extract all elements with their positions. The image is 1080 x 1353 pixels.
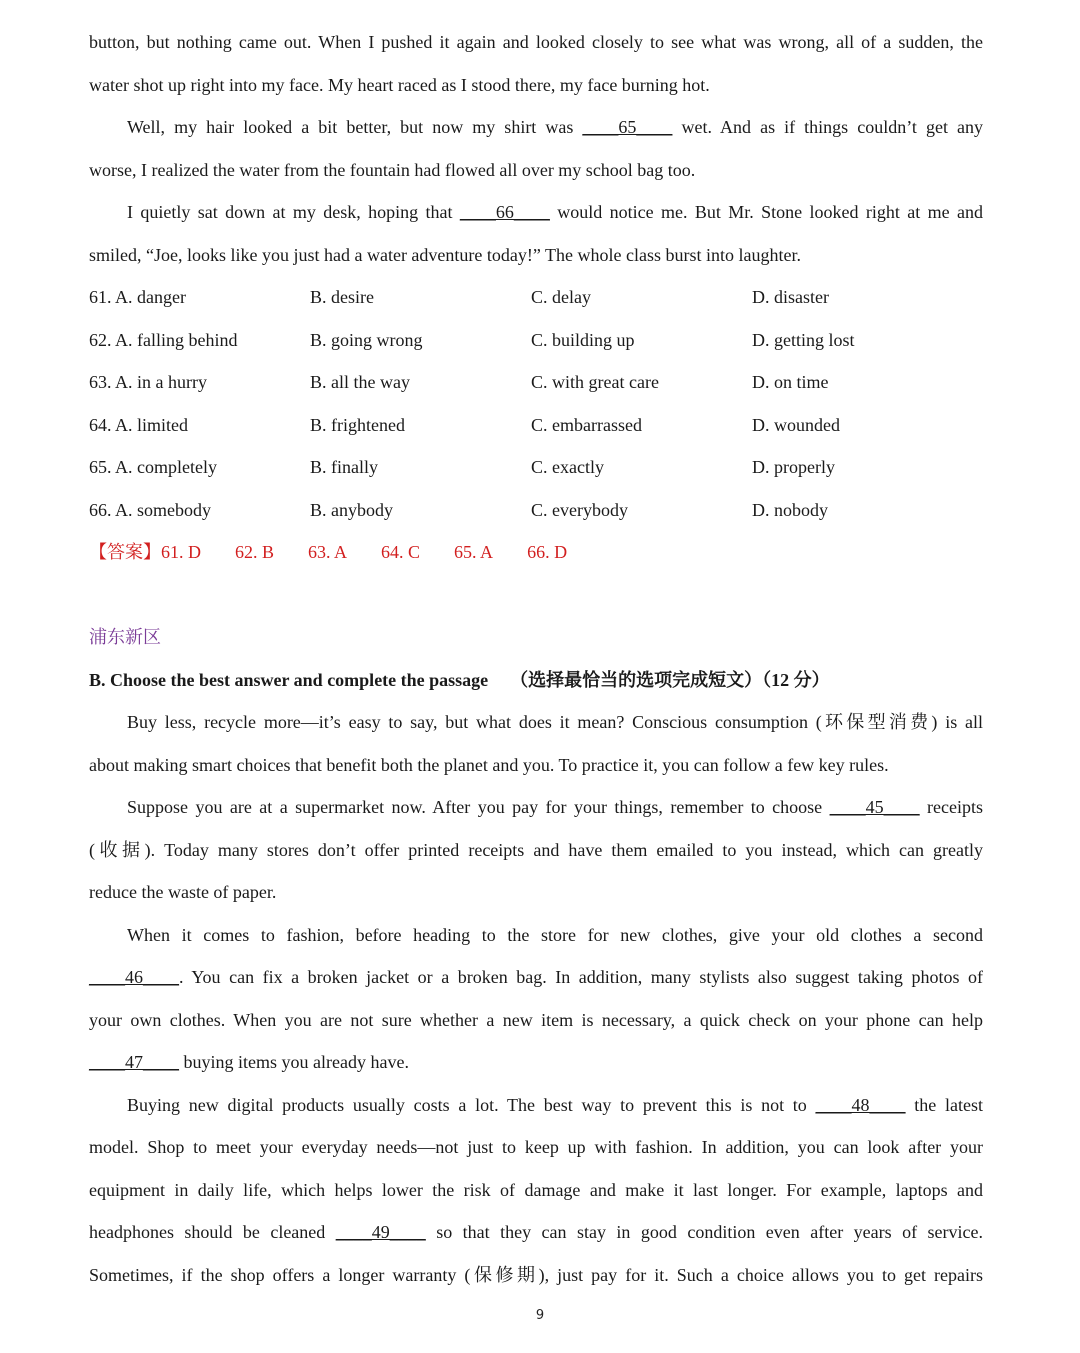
option: D. nobody bbox=[752, 499, 828, 520]
option: 65. A. completely bbox=[89, 457, 217, 477]
paragraph-48 bbox=[89, 1084, 983, 1127]
option: D. wounded bbox=[752, 414, 840, 435]
text-span: buying items you already have. bbox=[179, 1052, 409, 1072]
text-line: button, but nothing came out. When I pushed it again and looked closely to see what was wrong, all of a sudden, the bbox=[89, 32, 983, 52]
option: C. everybody bbox=[531, 499, 628, 520]
section-title-cn: （选择最恰当的选项完成短文）（12 分） bbox=[510, 669, 830, 690]
option: D. on time bbox=[752, 372, 829, 392]
text-line: your own clothes. When you are not sure whether a new item is necessary, a quick check on your phone can help bbox=[89, 1009, 983, 1030]
option: B. desire bbox=[310, 287, 374, 307]
document-page bbox=[89, 21, 983, 1296]
text-line: reduce the waste of paper. bbox=[89, 882, 277, 902]
answer-item: 64. C bbox=[381, 542, 421, 562]
option: 61. A. danger bbox=[89, 287, 186, 307]
paragraph-49 bbox=[89, 1211, 983, 1254]
option: 62. A. falling behind bbox=[89, 329, 238, 350]
option: B. finally bbox=[310, 457, 378, 477]
option: 63. A. in a hurry bbox=[89, 372, 207, 392]
blank-66: ____66____ bbox=[459, 202, 550, 222]
page-number: 9 bbox=[535, 1308, 545, 1323]
text-line: water shot up right into my face. My heart raced as I stood there, my face burning hot. bbox=[89, 74, 710, 95]
answer-item: 61. D bbox=[161, 542, 201, 562]
answer-key bbox=[89, 531, 983, 574]
options-row-62 bbox=[89, 319, 983, 362]
text-line: (收据). Today many stores don’t offer printed receipts and have them emailed to you instead, which can greatly bbox=[89, 839, 983, 860]
option: B. frightened bbox=[310, 414, 405, 435]
text-span: headphones should be cleaned bbox=[89, 1222, 336, 1242]
text-span: would notice me. But Mr. Stone looked right at me and bbox=[549, 202, 983, 222]
option: B. going wrong bbox=[310, 329, 423, 350]
answer-label: 【答案】 bbox=[89, 542, 161, 562]
option: C. with great care bbox=[531, 372, 659, 392]
option: 66. A. somebody bbox=[89, 499, 212, 520]
text-line: When it comes to fashion, before heading to the store for new clothes, give your old clothes a second bbox=[127, 924, 983, 945]
blank-47: ____47____ bbox=[89, 1052, 179, 1072]
blank-45: ____45____ bbox=[829, 797, 920, 817]
text-line: equipment in daily life, which helps lower the risk of damage and make it last longer. For example, laptops and bbox=[89, 1179, 983, 1200]
options-row-66 bbox=[89, 489, 983, 532]
text-span: so that they can stay in good condition even after years of service. bbox=[425, 1222, 983, 1242]
text-line: Sometimes, if the shop offers a longer warranty (保修期), just pay for it. Such a choice allows you to get repairs bbox=[89, 1264, 983, 1285]
text-span: Buying new digital products usually costs a lot. The best way to prevent this is not to bbox=[127, 1094, 816, 1115]
text-line: Buy less, recycle more—it’s easy to say, but what does it mean? Conscious consumption (环保型消费) is all bbox=[127, 712, 983, 732]
text-line: about making smart choices that benefit both the planet and you. To practice it, you can follow a few key rules. bbox=[89, 754, 889, 775]
text-span: receipts bbox=[919, 797, 984, 817]
spacer bbox=[89, 574, 983, 617]
option: D. getting lost bbox=[752, 329, 855, 350]
answer-item: 63. A bbox=[308, 542, 348, 562]
blank-48: ____48____ bbox=[815, 1094, 906, 1115]
text-span: the latest bbox=[905, 1094, 983, 1115]
answer-item: 66. D bbox=[527, 542, 568, 562]
section-title-en: B. Choose the best answer and complete the passage bbox=[89, 669, 489, 690]
option: C. exactly bbox=[531, 457, 604, 477]
paragraph-47 bbox=[89, 1041, 983, 1084]
option: C. delay bbox=[531, 287, 591, 307]
text-line: worse, I realized the water from the fountain had flowed all over my school bag too. bbox=[89, 159, 696, 180]
option: D. disaster bbox=[752, 287, 829, 307]
blank-49: ____49____ bbox=[335, 1222, 426, 1242]
option: C. building up bbox=[531, 329, 635, 350]
option: 64. A. limited bbox=[89, 414, 188, 435]
options-row-61 bbox=[89, 276, 983, 319]
text-span: Suppose you are at a supermarket now. After you pay for your things, remember to choose bbox=[127, 797, 830, 817]
section-heading bbox=[89, 659, 983, 702]
options-row-63 bbox=[89, 361, 983, 404]
blank-46: ____46____ bbox=[89, 967, 179, 987]
text-span: I quietly sat down at my desk, hoping that bbox=[127, 202, 460, 222]
text-span: Well, my hair looked a bit better, but now my shirt was bbox=[127, 117, 583, 137]
paragraph-65 bbox=[89, 106, 983, 149]
options-row-65 bbox=[89, 446, 983, 489]
text-line: model. Shop to meet your everyday needs—not just to keep up with fashion. In addition, you can look after your bbox=[89, 1137, 983, 1157]
region-label: 浦东新区 bbox=[89, 627, 161, 647]
answer-item: 62. B bbox=[235, 542, 275, 562]
text-span: wet. And as if things couldn’t get any bbox=[672, 117, 983, 137]
options-row-64 bbox=[89, 404, 983, 447]
blank-65: ____65____ bbox=[582, 117, 673, 137]
option: B. anybody bbox=[310, 499, 393, 520]
text-line: smiled, “Joe, looks like you just had a water adventure today!” The whole class burst into laughter. bbox=[89, 244, 801, 265]
option: C. embarrassed bbox=[531, 414, 642, 435]
option: D. properly bbox=[752, 457, 835, 477]
paragraph-46 bbox=[89, 956, 983, 999]
text-span: . You can fix a broken jacket or a broken bag. In addition, many stylists also suggest taking photos of bbox=[179, 967, 983, 987]
paragraph-66 bbox=[89, 191, 983, 234]
answer-item: 65. A bbox=[454, 542, 494, 562]
paragraph-45 bbox=[89, 786, 983, 829]
option: B. all the way bbox=[310, 372, 410, 392]
